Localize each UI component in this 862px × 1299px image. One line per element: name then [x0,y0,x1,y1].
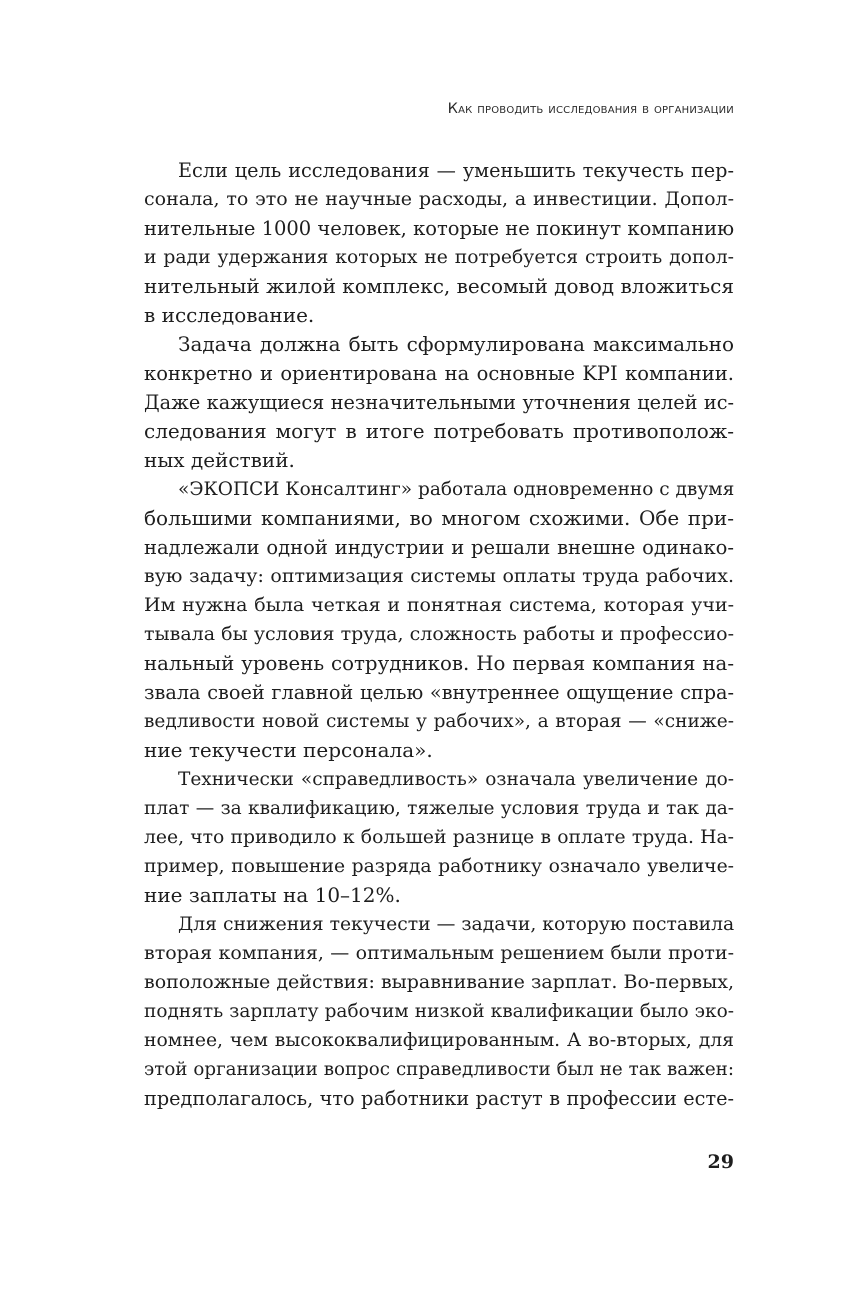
text-line: надлежали одной индустрии и решали внешне одинако- [144,536,734,559]
text-line: ние заплаты на 10–12%. [144,883,401,907]
text-line: лее, что приводило к большей разнице в оплате труда. На- [144,827,734,848]
text-line: большими компаниями, во многом схожими. Обе при- [144,506,734,530]
text-line: и ради удержания которых не потребуется строить допол- [144,247,734,268]
page-number: 29 [707,1151,734,1173]
text-line: Технически «справедливость» означала увеличение до- [178,769,734,790]
text-line: в исследование. [144,303,315,327]
text-line: «ЭКОПСИ Консалтинг» работала одновременно с двумя [178,479,734,500]
text-line: ние текучести персонала». [144,738,433,762]
running-header: Как проводить исследования в организации [447,101,734,117]
text-line: нальный уровень сотрудников. Но первая компания на- [144,652,734,675]
text-line: Им нужна была четкая и понятная система, которая учи- [144,594,734,616]
text-line: Даже кажущиеся незначительными уточнения целей ис- [144,391,734,414]
text-line: предполагалось, что работники растут в профессии есте- [144,1087,734,1110]
text-line: нительные 1000 человек, которые не покинут компанию [144,217,734,240]
text-line: звала своей главной целью «внутреннее ощущение спра- [144,681,734,704]
text-line: этой организации вопрос справедливости был не так важен: [144,1059,734,1080]
text-line: следования могут в итоге потребовать противополож- [144,419,734,443]
text-line: Для снижения текучести — задачи, которую поставила [178,914,734,935]
text-line: плат — за квалификацию, тяжелые условия труда и так да- [144,798,734,819]
body-text [144,156,734,1113]
text-line: нительный жилой комплекс, весомый довод вложиться [144,274,734,298]
text-line: Если цель исследования — уменьшить текучесть пер- [178,159,734,182]
text-line: поднять зарплату рабочим низкой квалификации было эко- [144,1001,734,1022]
text-line: вую задачу: оптимизация системы оплаты труда рабочих. [144,565,734,587]
text-line: номнее, чем высококвалифицированным. А во-вторых, для [144,1030,734,1051]
text-line: Задача должна быть сформулирована максимально [178,332,734,356]
text-line: воположные действия: выравнивание зарплат. Во-первых, [144,971,734,993]
text-line: пример, повышение разряда работнику означало увеличе- [144,856,734,877]
text-line: тывала бы условия труда, сложность работы и профессио- [144,623,734,645]
text-line: ных действий. [144,448,295,472]
text-line: вторая компания, — оптимальным решением были проти- [144,942,734,964]
text-line: ведливости новой системы у рабочих», а вторая — «сниже- [144,711,734,732]
text-line: сонала, то это не научные расходы, а инвестиции. Допол- [144,188,734,210]
text-line: конкретно и ориентирована на основные KPI компании. [144,362,734,385]
